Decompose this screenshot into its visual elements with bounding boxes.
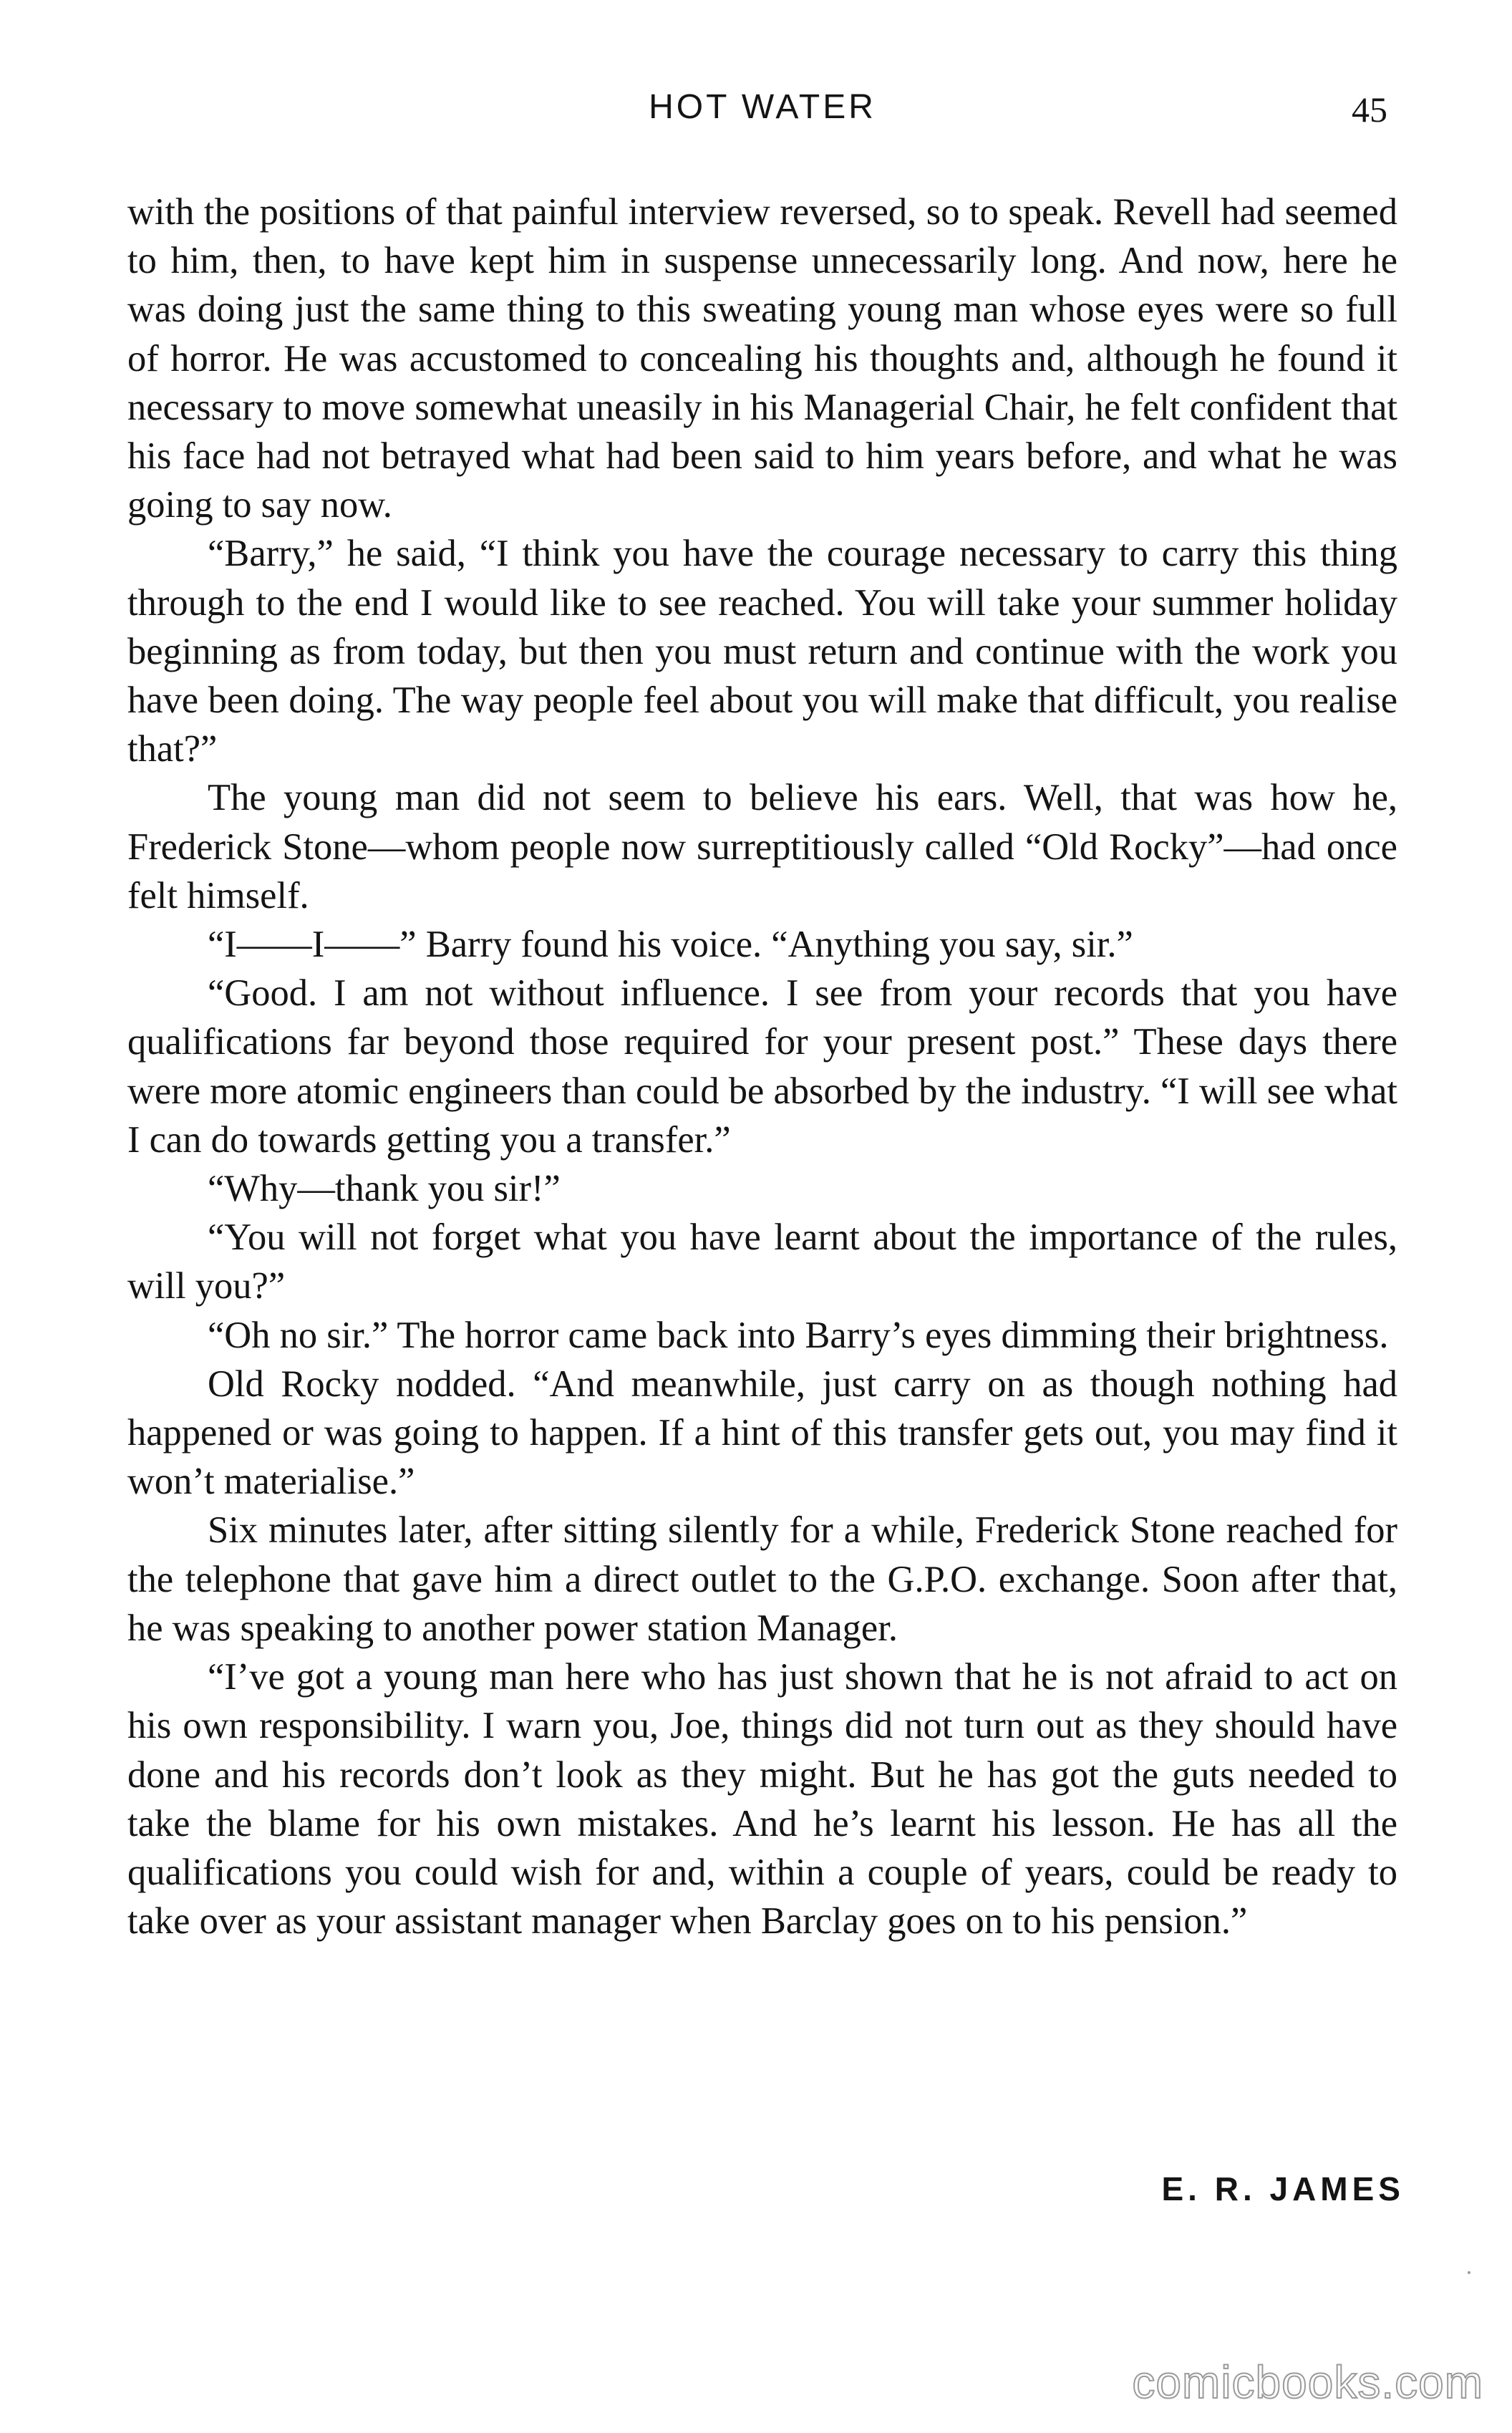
paragraph: “I——I——” Barry found his voice. “Anything you say, sir.” [208, 924, 1133, 966]
paragraph: Old Rocky nodded. “And meanwhile, just carry on as though nothing had happened or was going to happen. If a hint of this transfer gets out, you may find it won’t materialise.” [127, 1363, 1397, 1503]
paragraph: The young man did not seem to believe his ears. Well, that was how he, Frederick Stone—whom people now surreptitiously called “Old Rocky”—had once felt himself. [127, 777, 1397, 916]
paragraph: “I’ve got a young man here who has just shown that he is not afraid to act on his own responsibility. I warn you, Joe, things did not turn out as they should have done and his records don’t look as they might. But he has got the guts needed to take the blame for his own mistakes. And he’s learnt his lesson. He has all the qualifications you could wish for and, within a couple of years, could be ready to take over as your assistant manager when Barclay goes on to his pension.” [127, 1656, 1397, 1943]
paragraph: “Good. I am not without influence. I see from your records that you have qualifications far beyond those required for your present post.” These days there were more atomic engineers than could be absorbed by the industry. “I will see what I can do towards getting you a transfer.” [127, 972, 1397, 1161]
running-head-title: HOT WATER [649, 88, 876, 126]
paragraph: “You will not forget what you have learnt about the importance of the rules, will you?” [127, 1216, 1397, 1307]
paragraph: “Why—thank you sir!” [208, 1168, 561, 1210]
site-watermark: comicbooks.com [1132, 2356, 1483, 2408]
print-speck [1468, 2271, 1470, 2274]
paragraph: Six minutes later, after sitting silently for a while, Frederick Stone reached for the telephone that gave him a direct outlet to the G.P.O. exchange. Soon after that, he was speaking to another power station Manager. [127, 1509, 1397, 1649]
paragraph: “Oh no sir.” The horror came back into Barry’s eyes dimming their brightness. [208, 1314, 1389, 1356]
story-text [127, 188, 1397, 1945]
page-number: 45 [1352, 90, 1387, 130]
paragraph: with the positions of that painful interview reversed, so to speak. Revell had seemed to him, then, to have kept him in suspense unnecessarily long. And now, here he was doing just the same thing to this sweating young man whose eyes were so full of horror. He was accustomed to concealing his thoughts and, although he found it necessary to move somewhat uneasily in his Managerial Chair, he felt confident that his face had not betrayed what had been said to him years before, and what he was going to say now. [127, 191, 1397, 526]
paragraph: “Barry,” he said, “I think you have the courage necessary to carry this thing through to the end I would like to see reached. You will take your summer holiday beginning as from today, but then you must return and continue with the work you have been doing. The way people feel about you will make that difficult, you realise that?” [127, 533, 1397, 770]
author-byline: E. R. JAMES [1161, 2170, 1405, 2207]
running-head [127, 87, 1397, 145]
